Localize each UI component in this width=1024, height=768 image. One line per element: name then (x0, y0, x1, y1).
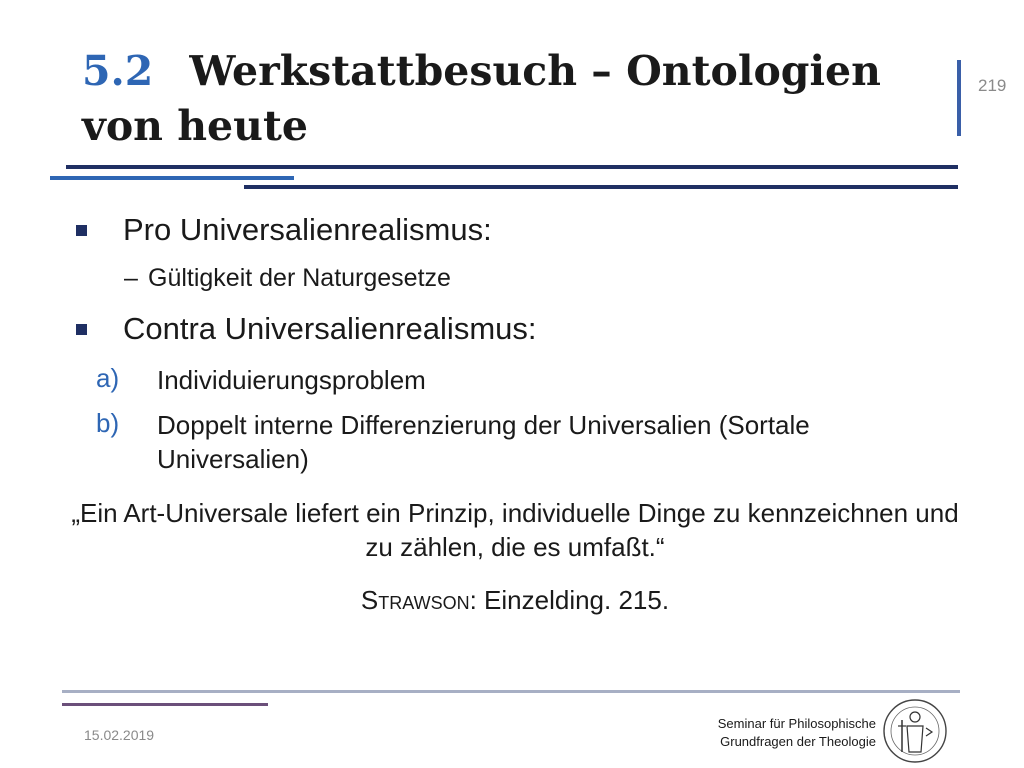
title-text: Werkstattbesuch – Ontologien von heute (82, 47, 881, 150)
title-rule-accent (50, 176, 294, 180)
seminar-line-1: Seminar für Philosophische (717, 716, 876, 731)
header-divider (957, 60, 961, 136)
university-seal-icon (882, 698, 948, 764)
bullet-pro: Pro Universalienrealismus: (123, 212, 492, 247)
dash-icon: – (124, 264, 138, 292)
page-number: 219 (978, 76, 1007, 95)
list-item-differenzierung: Doppelt interne Differenzierung der Universalien (Sortale Universalien) (157, 410, 810, 474)
bullet-contra: Contra Universalienrealismus: (123, 311, 537, 346)
footer-accent-rule (62, 703, 268, 706)
section-number: 5.2 (82, 47, 154, 95)
list-item-individuierung: Individuierungsproblem (157, 365, 426, 395)
citation (60, 585, 970, 616)
title-rule-bottom (244, 185, 958, 189)
sub-bullet-naturgesetze: Gültigkeit der Naturgesetze (148, 264, 451, 292)
square-bullet-icon (76, 324, 87, 335)
citation-work: : Einzelding. 215. (469, 585, 670, 615)
list-marker-b: b) (96, 408, 120, 438)
square-bullet-icon (76, 225, 87, 236)
footer-rule (62, 690, 960, 693)
list-marker-a: a) (96, 363, 120, 393)
page-title (82, 44, 942, 154)
title-rule-top (66, 165, 958, 169)
footer-seminar (704, 715, 876, 751)
footer-date: 15.02.2019 (84, 727, 155, 743)
seminar-line-2: Grundfragen der Theologie (720, 734, 876, 749)
citation-author: Strawson (360, 585, 470, 615)
quote-text: „Ein Art-Universale liefert ein Prinzip, individuelle Dinge zu kennzeichnen und zu zählen, die es umfaßt.“ (71, 498, 959, 562)
